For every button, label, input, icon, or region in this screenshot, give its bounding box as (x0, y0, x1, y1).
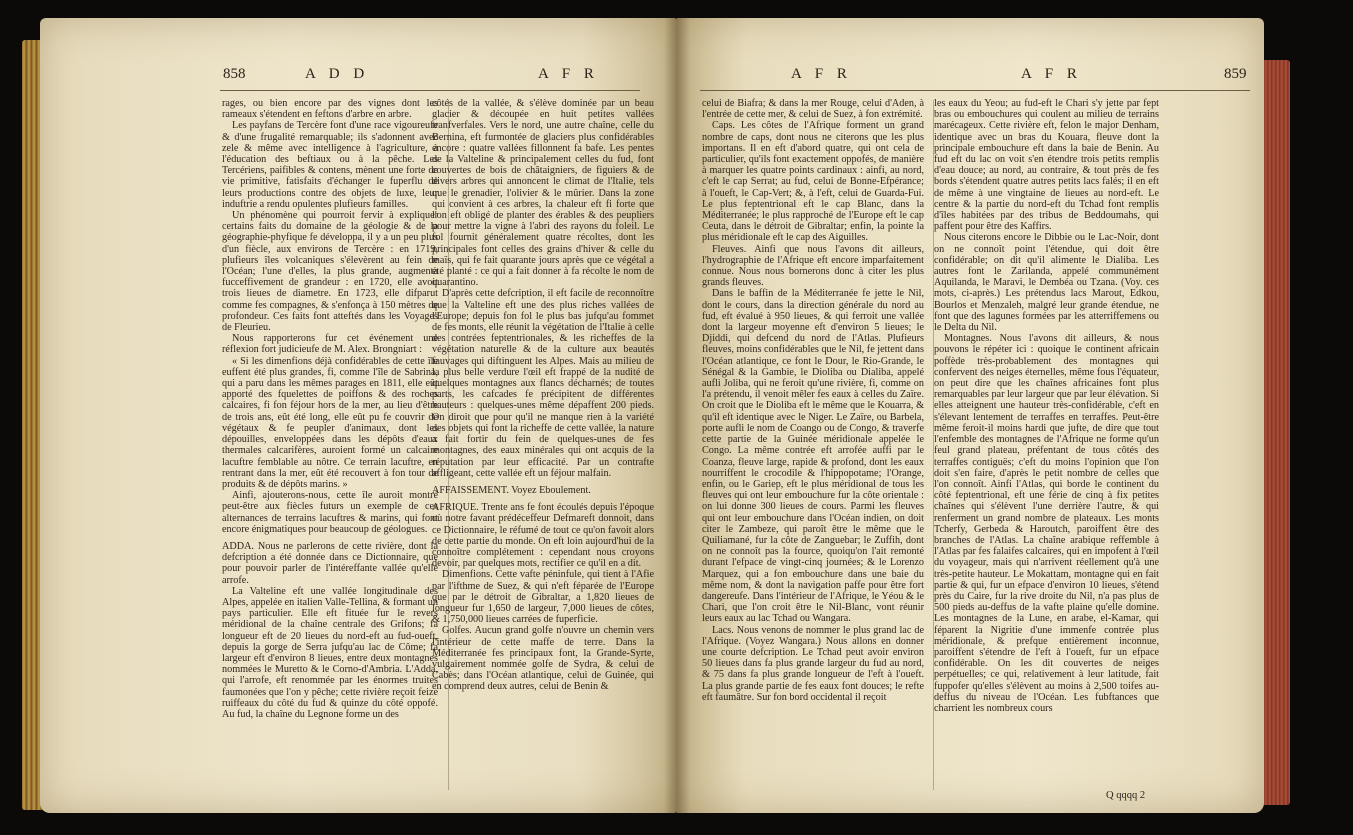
paragraph: Nous citerons encore le Dibbie ou le Lac-Noir, dont on ne connoît point l'étendue, qui doit être confidérable; on dit qu'il alimente le Dialiba. Les autres font le Zarilanda, appelé communément Aquilanda, le Maravi, le Dembéa ou Tzana. (Voy. ces mots, ci-après.) Les prétendus lacs Marout, Edkou, Bourlos et Menzaleh, malgré leur grande étendue, ne font que des lagunes formées par les atterriffemens ou le Delta du Nil. (934, 232, 1159, 334)
header-rule (700, 90, 1250, 91)
paragraph: Lacs. Nous venons de nommer le plus grand lac de l'Afrique. (Voyez Wangara.) Nous allons en donner une courte defcription. Le Tchad peut avoir environ 50 lieues dans fa plus grande largeur du fud au nord, & 75 dans fa plus grande longueur de l'eft à l'oueft. La plus grande partie de fes eaux font douces; le refte eft faumâtre. Sur fon bord occidental il reçoit (702, 624, 924, 703)
page-number: 858 (223, 66, 246, 82)
text-column-2 (432, 98, 654, 693)
page-number: 859 (1224, 66, 1247, 82)
paragraph: Ainfi, ajouterons-nous, cette île auroit montré peut-être aux fiècles futurs un exemple de ces alternances de terrains lacuftres & marins, qui font encore énigmatiques pour beaucoup de géologues. (222, 490, 438, 535)
signature-mark: Q qqqq 2 (1106, 790, 1146, 801)
running-head-left: A D D (305, 66, 370, 82)
entry-adda: ADDA. Nous ne parlerons de cette rivière, dont la defcription a été donnée dans ce Dictionnaire, que pour pouvoir parler de l'intéreffante vallée qu'elle arrofe. (222, 540, 438, 586)
book-gutter (664, 18, 690, 813)
text-column-1 (222, 98, 438, 720)
paragraph: rages, ou bien encore par des vignes dont les rameaux s'étendent en feftons d'arbre en arbre. (222, 98, 438, 121)
paragraph: Nous rapporterons fur cet événement une réflexion fort judicieufe de M. Alex. Brongniart : (222, 333, 438, 356)
running-head-left: A F R (791, 66, 852, 82)
entry-affaissement: AFFAISSEMENT. Voyez Eboulement. (432, 484, 591, 496)
text-column-1 (702, 98, 924, 703)
entry-afrique: AFRIQUE. Trente ans fe font écoulés depuis l'époque où notre favant prédéceffeur Defmareft donnoit, dans ce Dictionnaire, le réfumé de tout ce qu'on favoit alors de cette partie du monde. On eft loin aujourd'hui de la connoître complétement : cependant nous croyons devoir, par quelques mots, rectifier ce qu'il en a dit. (432, 502, 654, 570)
paragraph: D'après cette defcription, il eft facile de reconnoître que la Valteline eft une des plus riches vallées de l'Europe; depuis fon fol le plus bas jufqu'au fommet de fes monts, elle réunit la végétation de l'Italie à celle des contrées feptentrionales, & les richeffes de la végétation naturelle & de la culture aux beautés fauvages qui diftinguent les Alpes. Mais au milieu de la plus belle verdure l'œil eft frappé de la nudité de quelques montagnes aux flancs décharnés; de toutes parts, les cafcades fe précipitent de différentes hauteurs : quelques-unes même dépaffent 200 pieds. On diroit que pour qu'il ne manque rien à la variété des objets qui font la richeffe de cette vallée, la nature a fait fortir du fein de quelques-unes de fes montagnes, des eaux minérales qui ont acquis de la réputation par leur efficacité. Par un contrafte affligeant, cette vallée eft un féjour malfain. (432, 288, 654, 479)
right-page (676, 18, 1264, 813)
running-head-right: A F R (538, 66, 599, 82)
paragraph: Montagnes. Nous l'avons dit ailleurs, & nous pouvons le répéter ici : quoique le continent africain poffède très-probablement des montagnes qui confervent des neiges éternelles, même fous l'équateur, on peut dire que les chaînes africaines font plus remarquables par leur largeur que par leur élévation. Si elles atteignent une hauteur très-confidérable, c'eft en s'élevant lentement de terraffes en terraffes. Peut-être même feroit-il moins hardi que jufte, de dire que tout l'enfemble des montagnes de l'Afrique ne forme qu'un feul grand plateau, préfentant de tous côtés des terraffes contiguës; c'eft du moins l'opinion que l'on doit s'en faire, d'après le petit nombre de celles que l'on connoît. Ainfi l'Atlas, qui borde le continent du côté feptentrional, eft une férie de cinq à fix petites chaînes qui s'élèvent l'une derrière l'autre, & qui renferment un grand nombre de plateaux. Les monts Tcherfy, Gerbeda & Haroutch, paroiffent être des branches de l'Atlas. La chaîne arabique reffemble à l'Atlas par fes falaifes calcaires, qui en impofent à l'œil du voyageur, mais qui n'arrivent réellement qu'à une très-petite hauteur. Le Mokattam, montagne qui en fait partie & qui, fur un efpace d'environ 10 lieues, s'étend près du Caire, fur la rive droite du Nil, n'a pas plus de 500 pieds au-deffus de la vafte plaine qu'elle domine. Les montagnes de la Lune, en arabe, el-Kamar, qui féparent la Nigritie d'une immenfe contrée plus méridionale, & prefque entièrement inconnue, paroiffent s'étendre de l'eft à l'oueft, fur un efpace confidérable. On les dit couvertes de neiges perpétuelles; ce qui, relativement à leur latitude, fait fuppofer qu'elles s'élèvent au moins à 2,500 toifes au-deffus du niveau de l'Océan. Les fubftances que charrient les nombreux cours (934, 333, 1159, 714)
paragraph: Un phénomène qui pourroit fervir à expliquer certains faits du domaine de la géologie & de la géographie-phyfique fe développa, il y a un peu plus d'un fiècle, aux environs de Tercère : en 1719, plufieurs îles volcaniques s'élevèrent au fein de l'Océan; l'une d'elles, la plus grande, augmenta fucceffivement de grandeur : en 1720, elle avoit trois lieues de diametre. En 1723, elle difparut comme fes compagnes, & s'enfonça à 150 mètres de profondeur. Ces faits font atteftés dans les Voyages de Fleurieu. (222, 210, 438, 334)
left-page (40, 18, 676, 813)
paragraph: celui de Biafra; & dans la mer Rouge, celui d'Aden, à l'entrée de cette mer, & celui de Suez, à fon extrémité. (702, 98, 924, 121)
paragraph: Fleuves. Ainfi que nous l'avons dit ailleurs, l'hydrographie de l'Afrique eft encore imparfaitement connue. Nous nous bornerons donc à citer les plus grands fleuves. (702, 243, 924, 289)
paragraph: côtés de la vallée, & s'élève dominée par un beau glacier & découpée en huit petites vallées tranfverfales. Vers le nord, une autre chaîne, celle du Bernina, eft furmontée de glaciers plus confidérables encore : quatre vallées fillonnent fa bafe. Les pentes de la Valteline & principalement celles du fud, font couvertes de bois de châtaigniers, de figuiers & de divers arbres qui annoncent le climat de l'Italie, tels que le grenadier, l'olivier & le mûrier. Dans la zone qui convient à ces arbres, la chaleur eft fi forte que l'on eft obligé de planter des érables & des peupliers pour mettre la vigne à l'abri des rayons du foleil. Le fol fournit généralement quatre récoltes, dont les principales font celles des grains d'hiver & celle du maïs, qui fe fait quarante jours après que ce végétal a été planté : ce qui a fait donner à fa récolte le nom de quarantino. (432, 98, 654, 289)
paragraph: Dans le baffin de la Méditerranée fe jette le Nil, dont le cours, dans la direction générale du nord au fud, eft évalué à 950 lieues, & qui ferroit une vallée dont la largeur moyenne eft d'environ 5 lieues; le Djiddi, qui defcend du nord de l'Atlas. Plufieurs fleuves, moins confidérables que le Nil, fe jettent dans l'Océan atlantique, ce font le Dour, le Rio-Grande, le Sénégal & la Gambie, le Dioliba ou Dialiba, appelé aufli Joliba, qui ne feroit qu'une rivière, fi, comme on l'a prétendu, il venoit mêler fes eaux à celles du Zaïre. On croit que le Dioliba eft le même que le Kouarra, & qu'il eft identique avec le Niger. Le Zaïre, ou Barbela, porte aufli le nom de Coango ou de Congo, & traverfe cette partie de la Guinée méridionale appelée le Congo. La même contrée eft arrofée auffi par le Coanza, fleuve large, rapide & profond, dont les eaux nourriffent le crocodile & l'hippopotame; l'Orange, enfin, ou le Gariep, eft le plus méridional de tous les fleuves qui ont leur embouchure fur la côte orientale : on lui donne 300 lieues de cours. Parmi les fleuves qui ont leur embouchure dans l'Océan indien, on doit citer le Zambeze, qui paroît être le même que le Quiliamané, fur la côte de Zanguebar; le Zuffih, dont on ne connoît pas la fource, quoiqu'on l'ait remonté durant l'efpace de vingt-cinq journées; & le Lorenzo Marquez, qui a fon embouchure dans une baie du même nom, & dont la navigation paffe pour être fort dangereufe. Dans l'intérieur de l'Afrique, le Yéou & le Chari, que l'on croit être le Nil-Blanc, vont réunir leurs eaux au lac Tchad ou Wangara. (702, 288, 924, 625)
page-edges-right (1260, 60, 1290, 805)
paragraph: Les payfans de Tercère font d'une race vigoureufe & d'une frugalité remarquable; ils s'adonnent avec zele & même avec intelligence à l'agriculture, à l'éducation des beftiaux ou à la pêche. Les Tercériens, paifibles & contens, mènent une forte de vie primitive, fatisfaits d'échanger le fuperflu de leurs productions contre des objets de luxe, leur induftrie a rendu opulentes plufieurs familles. (222, 120, 438, 210)
quotation: « Si les dimenfions déjà confidérables de cette île euffent été plus grandes, fi, comme l'île de Sabrina, qui a paru dans les mêmes parages en 1811, elle eût apporté des fquelettes de poiffons & des roches calcaires, fi fon féjour hors de la mer, au lieu d'être de trois ans, eût été long, elle eût pu fe couvrir de végétaux & fe peupler d'animaux, dont les dépouilles, enveloppées dans les dépôts d'eaux thermales calcarifères, auroient formé un calcaire lacuftre femblable au nôtre. Ce terrain lacuftre, en rentrant dans la mer, eût été recouvert à fon tour de produits & de dépôts marins. » (222, 355, 438, 490)
running-head-right: A F R (1021, 66, 1082, 82)
paragraph: les eaux du Yeou; au fud-eft le Chari s'y jette par fept bras ou embouchures qui coulent au milieu de terrains marécageux. Cette rivière eft, felon le major Denham, identique avec un bras du Kouara, fleuve dont la principale embouchure eft dans la baie de Benin. Au fud eft du lac on voit s'en étendre trois petits remplis d'eau douce; au nord, au contraire, & tout près de fes bords s'étendent quatre autres petits lacs falés; il en eft de même à une vingtaine de lieues au nord-eft. Le centre & la partie du nord-eft du Tchad font remplis d'îles habitées par des tribus de Beddoumahs, qui paffent pour être des Kaffirs. (934, 98, 1159, 233)
paragraph: La Valteline eft une vallée longitudinale des Alpes, appelée en italien Valle-Tellina, & formant un pays particulier. Elle eft fituée fur le revers méridional de la chaîne centrale des Grifons; fa longueur eft de 20 lieues du nord-eft au fud-oueft, depuis la gorge de Serra jufqu'au lac de Côme; fa largeur eft d'environ 8 lieues, entre deux montagnes nommées le Muretto & le Corno-d'Ambria. L'Adda, qui l'arrofe, eft renommée par les énormes truites faumonées que l'on y pêche; cette rivière reçoit feize ruiffeaux du côté du fud & quinze du côté oppofé. Au fud, la chaîne du Legnone forme un des (222, 585, 438, 720)
paragraph: Dimenfions. Cette vafte péninfule, qui tient à l'Afie par l'ifthme de Suez, & qui n'eft féparée de l'Europe que par le détroit de Gibraltar, a 1,820 lieues de longueur fur 1,650 de largeur, 7,000 lieues de côtes, & 1,750,000 lieues carrées de fuperficie. (432, 569, 654, 626)
header-rule (220, 90, 640, 91)
paragraph: Golfes. Aucun grand golfe n'ouvre un chemin vers l'intérieur de cette maffe de terre. Dans la Méditerranée fes principaux font, la Grande-Syrte, vulgairement nommée golfe de Sydra, & celui de Cabès; dans l'Océan atlantique, celui de Guinée, qui en comprend deux autres, celui de Benin & (432, 625, 654, 693)
paragraph: Caps. Les côtes de l'Afrique forment un grand nombre de caps, dont nous ne citerons que les plus importans. Il en eft d'abord quatre, qui ont cela de particulier, qu'ils font exactement oppofés, de manière à marquer les quatre points cardinaux : ainfi, au nord, c'eft le cap Serrat; au fud, celui de Bonne-Efpérance; à l'oueft, le Cap-Vert; &, à l'eft, celui de Guarda-Fui. Le plus feptentrional eft le cap Blanc, dans la Méditerranée; le plus rapproché de l'Europe eft le cap Ceuta, dans le détroit de Gibraltar; enfin, la pointe la plus méridionale eft le cap des Aiguilles. (702, 120, 924, 244)
text-column-2 (934, 98, 1159, 714)
